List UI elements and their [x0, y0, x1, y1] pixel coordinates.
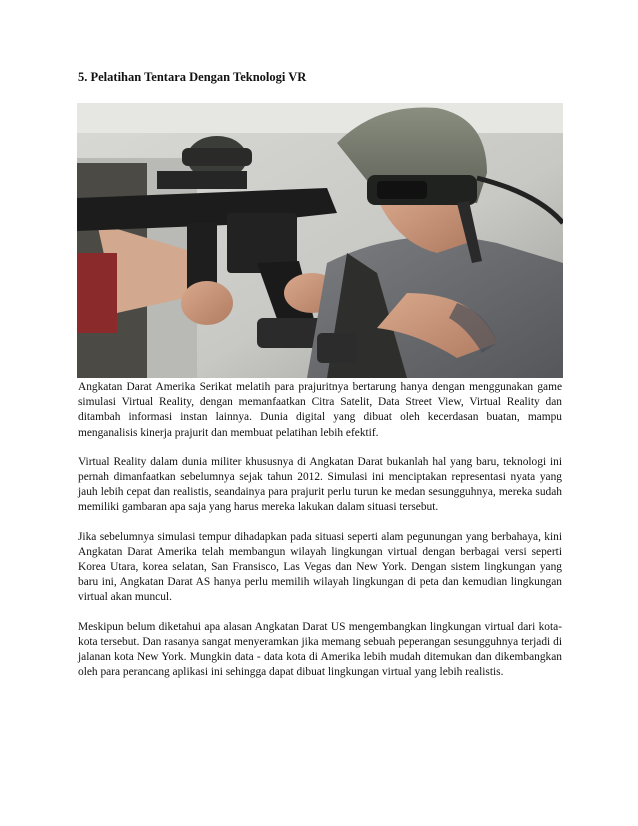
paragraph-2: Virtual Reality dalam dunia militer khususnya di Angkatan Darat bukanlah hal yang baru, teknologi ini pernah dimanfaatkan sebelumnya sejak tahun 2012. Simulasi ini menciptakan representasi nyata yang jauh lebih cepat dan realistis, seandainya para prajurit perlu turun ke medan sesungguhnya, mereka sudah memiliki gambaran apa saja yang harus mereka lakukan dalam situasi tersebut.: [78, 455, 562, 514]
paragraph-4: Meskipun belum diketahui apa alasan Angkatan Darat US mengembangkan lingkungan virtual dari kota- kota tersebut. Dan rasanya sangat menyeramkan jika memang sebuah peperangan sesungguhnya terjadi di jalanan kota New York. Mungkin data - data kota di Amerika lebih mudah ditemukan dan dikembangkan oleh para perancang aplikasi ini sehingga dapat dibuat lingkungan virtual yang lebih realistis.: [78, 620, 562, 679]
paragraph-1: Angkatan Darat Amerika Serikat melatih para prajuritnya bertarung hanya dengan menggunakan game simulasi Virtual Reality, dengan memanfaatkan Citra Satelit, Data Street View, Virtual Reality dan ditambah informasi instan lainnya. Dunia digital yang dibuat oleh kecerdasan buatan, mampu menganalisis kinerja prajurit dan membuat pelatihan lebih efektif.: [78, 381, 562, 439]
section-heading: 5. Pelatihan Tentara Dengan Teknologi VR: [78, 70, 307, 84]
paragraph-3: Jika sebelumnya simulasi tempur dihadapkan pada situasi seperti alam pegunungan yang berbahaya, kini Angkatan Darat Amerika telah membangun wilayah lingkungan virtual dengan berbagai versi seperti Korea Utara, korea selatan, San Fransisco, Las Vegas dan New York. Dengan sistem lingkungan yang baru ini, Angkatan Darat AS hanya perlu memilih wilayah lingkungan di peta dan kemudian lingkungan virtual akan muncul.: [78, 530, 562, 604]
soldier-vr-training-photo: [77, 103, 563, 378]
article-body: [78, 380, 562, 694]
